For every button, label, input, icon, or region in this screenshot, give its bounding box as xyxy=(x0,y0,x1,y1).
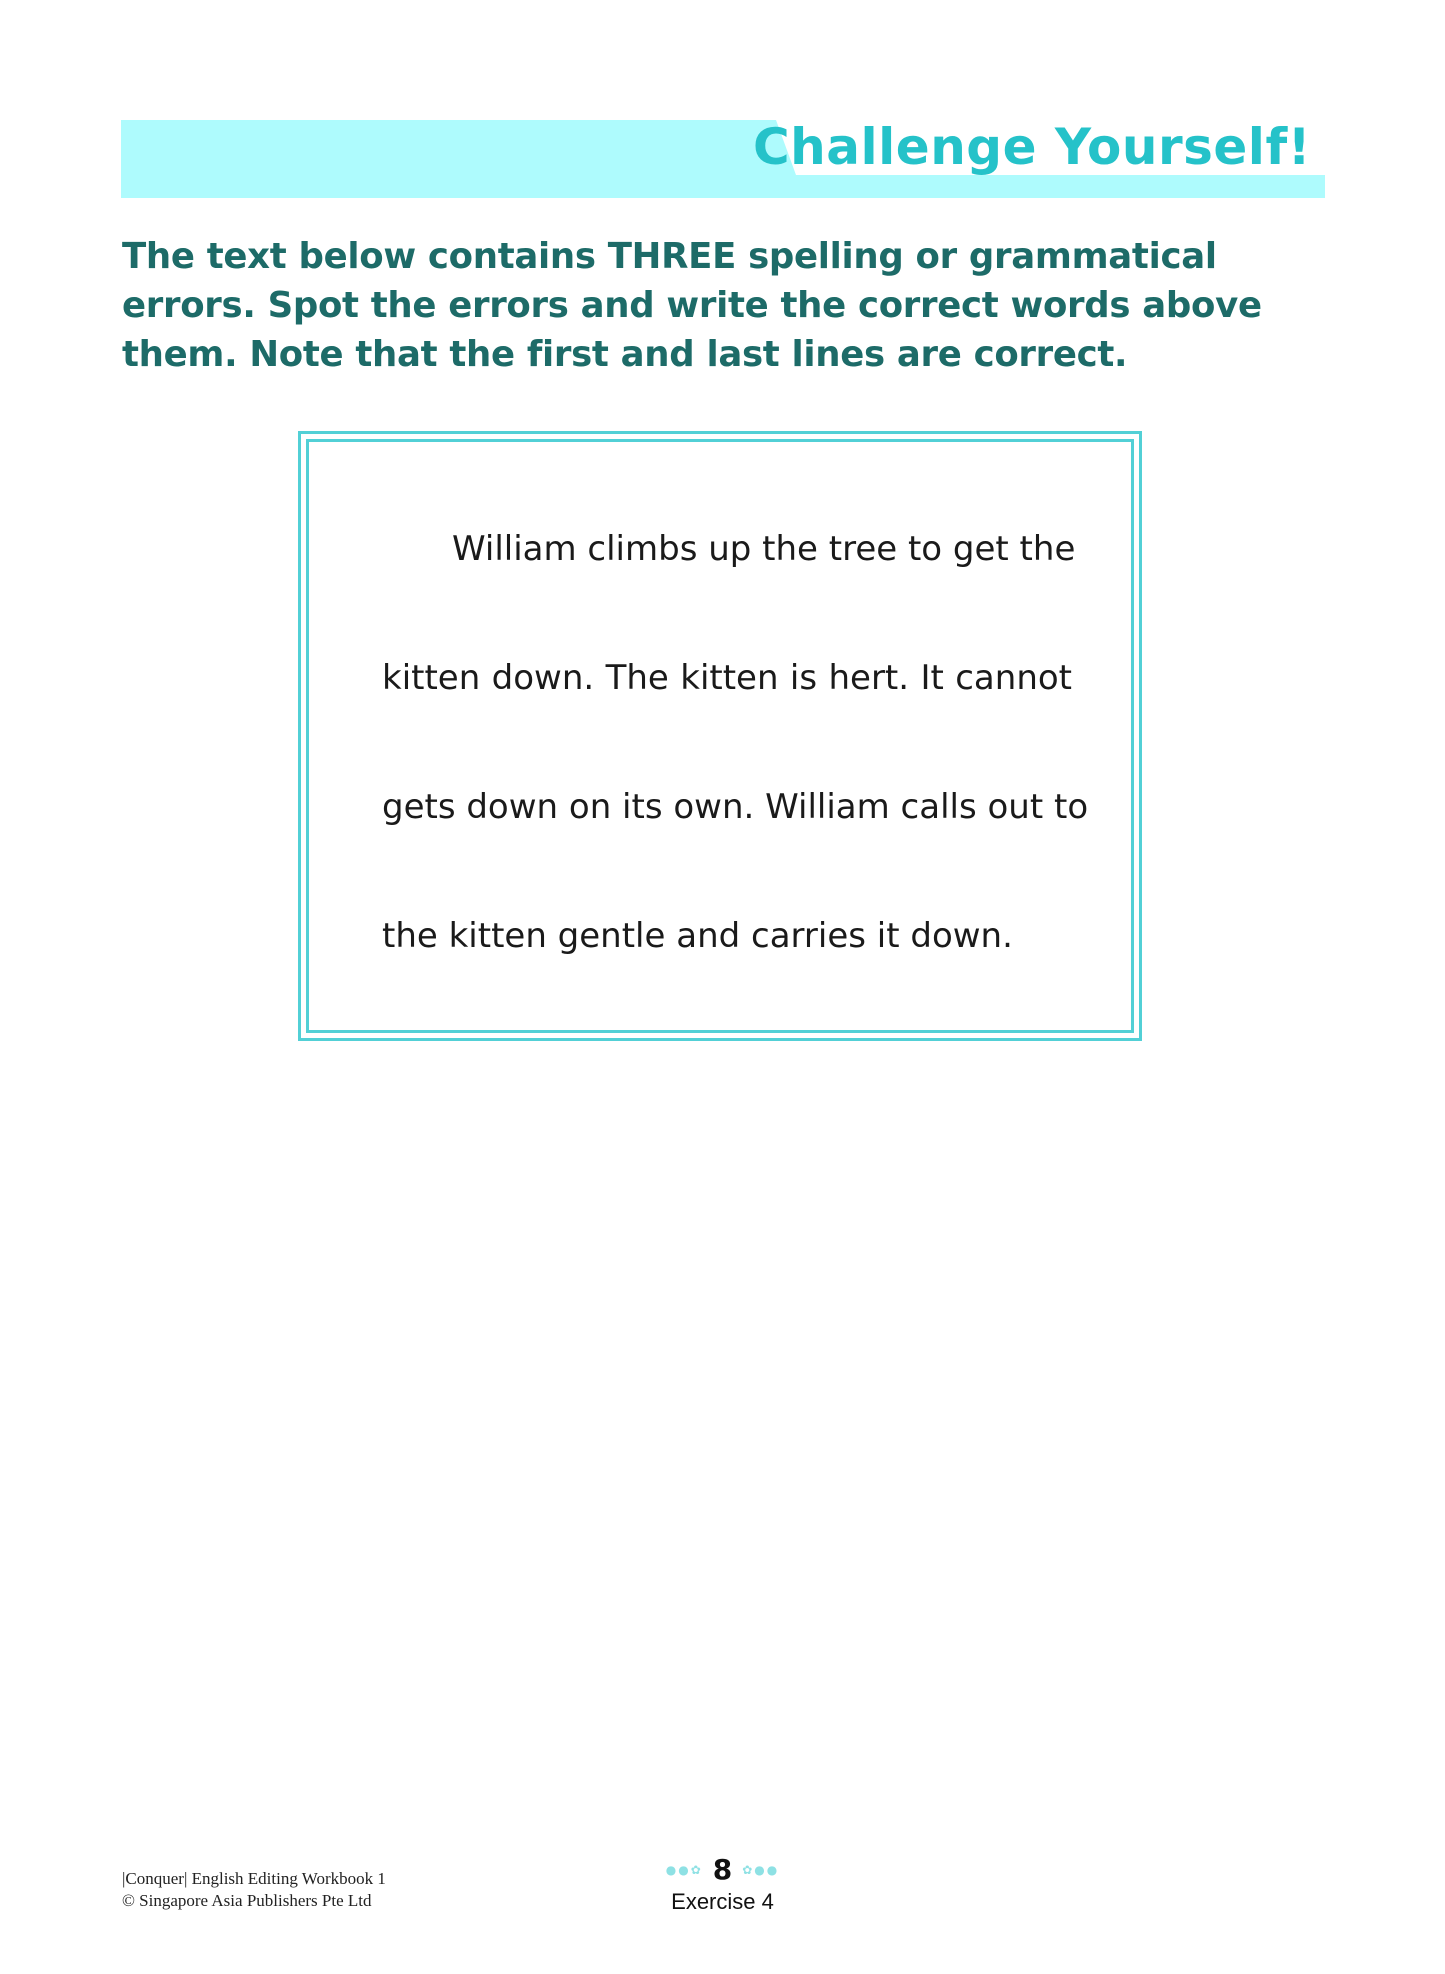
passage-line: the kitten gentle and carries it down. xyxy=(382,916,1013,956)
passage-box xyxy=(298,431,1142,1041)
page-number: 8 xyxy=(712,1853,733,1886)
exercise-label: Exercise 4 xyxy=(671,1889,774,1914)
decorative-dots-left-icon: ●●✿ xyxy=(665,1862,703,1877)
passage-line: William climbs up the tree to get the xyxy=(452,529,1076,569)
copyright-notice: © Singapore Asia Publishers Pte Ltd xyxy=(122,1891,372,1910)
passage xyxy=(382,529,1089,1045)
instructions-text: The text below contains THREE spelling or grammatical errors. Spot the errors and write the correct words above them. Note that the first and last lines are correct. xyxy=(122,236,1262,375)
passage-line: kitten down. The kitten is hert. It cannot xyxy=(382,658,1072,698)
section-title: Challenge Yourself! xyxy=(752,118,1311,176)
book-title: |Conquer| English Editing Workbook 1 xyxy=(122,1869,386,1888)
decorative-dots-right-icon: ✿●● xyxy=(742,1862,780,1877)
section-banner xyxy=(121,120,1325,198)
page-number-row xyxy=(0,1853,1445,1886)
passage-line: gets down on its own. William calls out to xyxy=(382,787,1089,827)
